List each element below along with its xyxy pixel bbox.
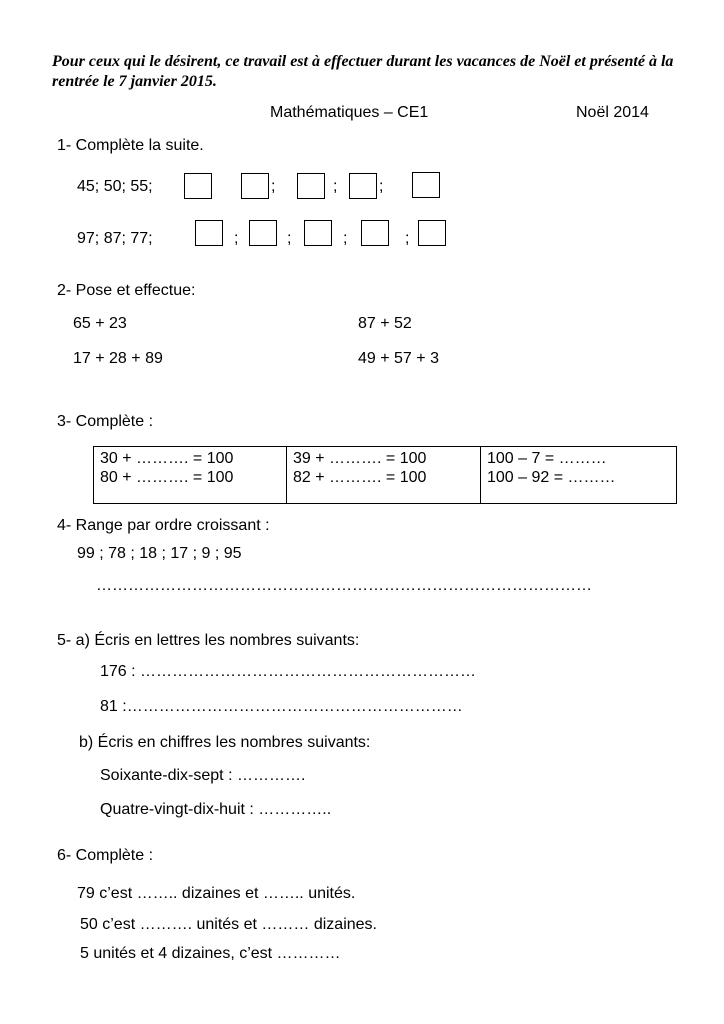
answer-box[interactable]	[412, 172, 440, 198]
ex2-title: 2- Pose et effectue:	[57, 282, 196, 299]
ex5-title: 5- a) Écris en lettres les nombres suivants:	[57, 632, 360, 649]
answer-box[interactable]	[195, 220, 223, 246]
equation: 100 – 92 = ………	[487, 469, 616, 486]
answer-box[interactable]	[349, 173, 377, 199]
answer-box[interactable]	[297, 173, 325, 199]
number-list: 99 ; 78 ; 18 ; 17 ; 9 ; 95	[77, 545, 242, 562]
separator: ;	[379, 178, 384, 195]
separator: ;	[287, 230, 292, 247]
answer-line[interactable]: 5 unités et 4 dizaines, c’est …………	[80, 945, 341, 962]
answer-box[interactable]	[361, 220, 389, 246]
separator: ;	[271, 178, 276, 195]
answer-line[interactable]: Soixante-dix-sept : ………….	[100, 767, 306, 784]
date-label: Noël 2014	[576, 104, 649, 121]
equation: 30 + ………. = 100	[100, 450, 234, 467]
ex1-title: 1- Complète la suite.	[57, 137, 204, 154]
complement-table	[93, 446, 677, 504]
intro-note: Pour ceux qui le désirent, ce travail est à effectuer durant les vacances de Noël et présenté à la rentrée le 7 janvier 2015.	[52, 53, 674, 90]
equation: 39 + ………. = 100	[293, 450, 427, 467]
answer-line[interactable]: …………………………………………………………………………………	[96, 577, 592, 594]
operation: 17 + 28 + 89	[73, 350, 163, 367]
answer-line[interactable]: Quatre-vingt-dix-huit : …………..	[100, 801, 332, 818]
answer-box[interactable]	[304, 220, 332, 246]
equation: 80 + ………. = 100	[100, 469, 234, 486]
separator: ;	[343, 230, 348, 247]
ex6-title: 6- Complète :	[57, 847, 154, 864]
table-cell	[481, 447, 677, 504]
table-cell	[287, 447, 481, 504]
operation: 65 + 23	[73, 315, 127, 332]
answer-line[interactable]: 50 c’est ………. unités et ……… dizaines.	[80, 916, 377, 933]
operation: 49 + 57 + 3	[358, 350, 439, 367]
equation: 100 – 7 = ………	[487, 450, 607, 467]
ex5-b-title: b) Écris en chiffres les nombres suivants:	[79, 734, 371, 751]
ex3-title: 3- Complète :	[57, 413, 154, 430]
answer-box[interactable]	[184, 173, 212, 199]
operation: 87 + 52	[358, 315, 412, 332]
answer-line[interactable]: 81 :………………………………………………………	[100, 698, 463, 715]
ex1-sequence-1: 45; 50; 55;	[77, 178, 153, 195]
answer-box[interactable]	[241, 173, 269, 199]
answer-box[interactable]	[418, 220, 446, 246]
table-cell	[94, 447, 287, 504]
separator: ;	[333, 178, 338, 195]
equation: 82 + ………. = 100	[293, 469, 427, 486]
subject-title: Mathématiques – CE1	[270, 104, 429, 121]
separator: ;	[405, 230, 410, 247]
answer-box[interactable]	[249, 220, 277, 246]
ex4-title: 4- Range par ordre croissant :	[57, 517, 270, 534]
answer-line[interactable]: 79 c’est …….. dizaines et …….. unités.	[77, 885, 356, 902]
answer-line[interactable]: 176 : ………………………………………………………	[100, 663, 477, 680]
separator: ;	[234, 230, 239, 247]
ex1-sequence-2: 97; 87; 77;	[77, 230, 153, 247]
